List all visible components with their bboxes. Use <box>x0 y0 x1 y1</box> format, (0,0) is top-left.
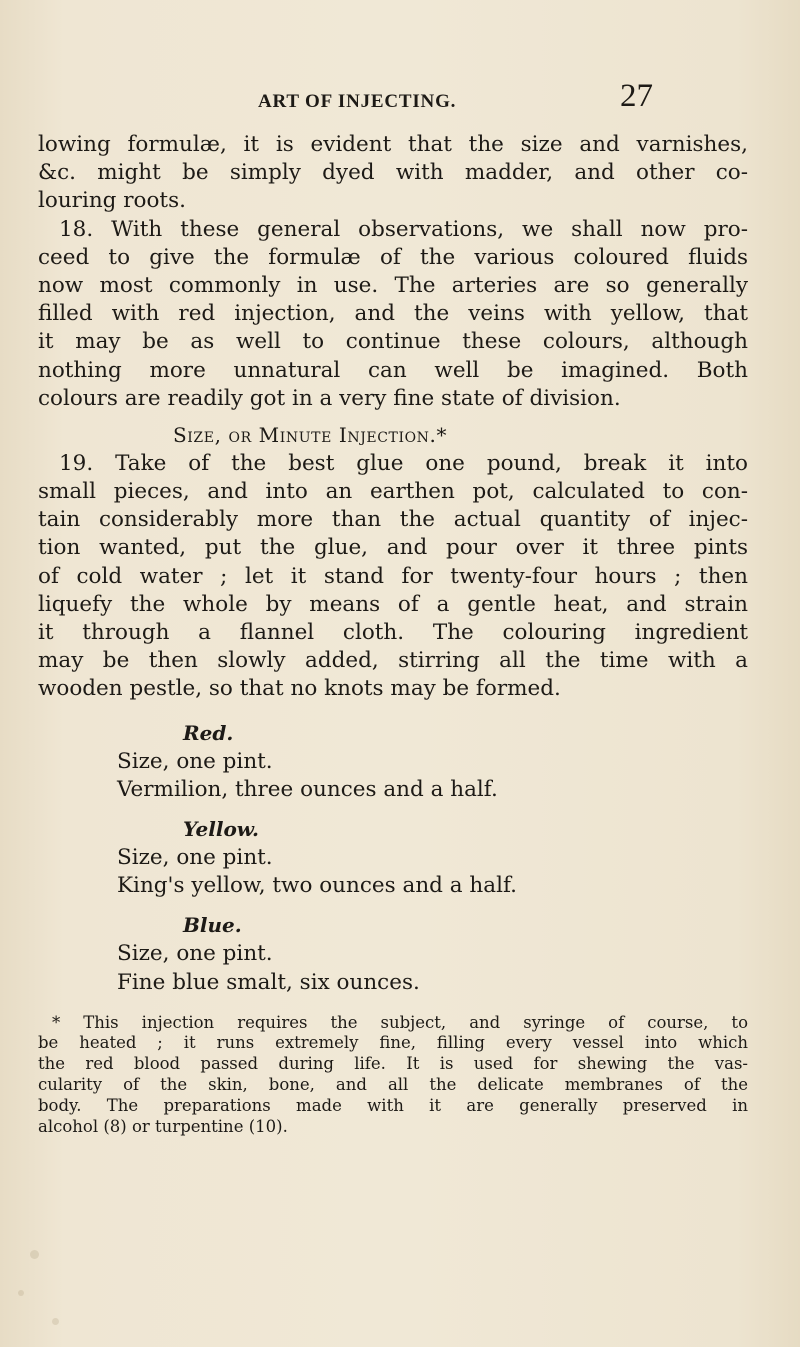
text-line: nothing more unnatural can well be imagined. Both <box>38 357 748 383</box>
recipe-title: Yellow. <box>183 816 259 841</box>
recipe-red <box>38 718 748 804</box>
text-line: it through a flannel cloth. The colouring ingredient <box>38 620 748 645</box>
footnote-line: alcohol (8) or turpentine (10). <box>38 1116 288 1136</box>
text-line: 18. With these general observations, we shall now pro- <box>59 216 748 242</box>
footnote-line: cularity of the skin, bone, and all the delicate membranes of the <box>38 1075 748 1095</box>
recipe-blue <box>38 910 748 996</box>
recipe-title: Red. <box>183 720 234 745</box>
paragraph-19 <box>38 450 748 704</box>
text-line: tion wanted, put the glue, and pour over it three pints <box>38 535 748 561</box>
text-line: wooden pestle, so that no knots may be formed. <box>38 676 561 702</box>
text-line: liquefy the whole by means of a gentle heat, and strain <box>38 591 748 617</box>
paragraph-18 <box>38 216 748 413</box>
running-head: ART OF INJECTING. <box>258 91 457 112</box>
footnote-line: the red blood passed during life. It is used for shewing the vas- <box>38 1054 748 1074</box>
recipe-title: Blue. <box>183 913 242 938</box>
text-line: &c. might be simply dyed with madder, and other co- <box>38 160 748 186</box>
page-number: 27 <box>620 78 653 114</box>
recipe-line: Size, one pint. <box>117 941 273 967</box>
text-line: lowing formulæ, it is evident that the size and varnishes, <box>38 132 748 157</box>
footnote-line: be heated ; it runs extremely fine, filling every vessel into which <box>38 1033 748 1053</box>
text-line: of cold water ; let it stand for twenty-four hours ; then <box>38 563 748 589</box>
footnote-line: * This injection requires the subject, and syringe of course, to <box>52 1012 748 1032</box>
recipe-line: Size, one pint. <box>117 844 273 870</box>
paper-stain <box>52 1318 59 1325</box>
paper-stain <box>30 1250 39 1259</box>
text-line: it may be as well to continue these colours, although <box>38 329 748 355</box>
recipe-line: King's yellow, two ounces and a half. <box>117 873 517 899</box>
footnote-line: body. The preparations made with it are generally preserved in <box>38 1095 748 1115</box>
text-line: louring roots. <box>38 188 186 214</box>
main-text <box>38 131 748 1137</box>
footnote <box>38 1013 748 1138</box>
recipe-yellow <box>38 814 748 900</box>
text-line: now most commonly in use. The arteries are so generally <box>38 272 748 298</box>
page-header <box>0 78 800 120</box>
text-line: may be then slowly added, stirring all the time with a <box>38 648 748 674</box>
recipe-line: Size, one pint. <box>117 748 273 774</box>
section-heading: Size, or Minute Injection.* <box>173 422 448 447</box>
recipe-line: Vermilion, three ounces and a half. <box>117 776 498 802</box>
text-line: 19. Take of the best glue one pound, break it into <box>59 450 748 476</box>
intro-paragraph <box>38 131 748 216</box>
paper-stain <box>18 1290 24 1296</box>
text-line: colours are readily got in a very fine state of division. <box>38 385 621 411</box>
text-line: small pieces, and into an earthen pot, calculated to con- <box>38 479 748 505</box>
text-line: ceed to give the formulæ of the various coloured fluids <box>38 244 748 270</box>
recipe-line: Fine blue smalt, six ounces. <box>117 969 420 995</box>
text-line: tain considerably more than the actual quantity of injec- <box>38 507 748 533</box>
text-line: filled with red injection, and the veins with yellow, that <box>38 301 748 327</box>
